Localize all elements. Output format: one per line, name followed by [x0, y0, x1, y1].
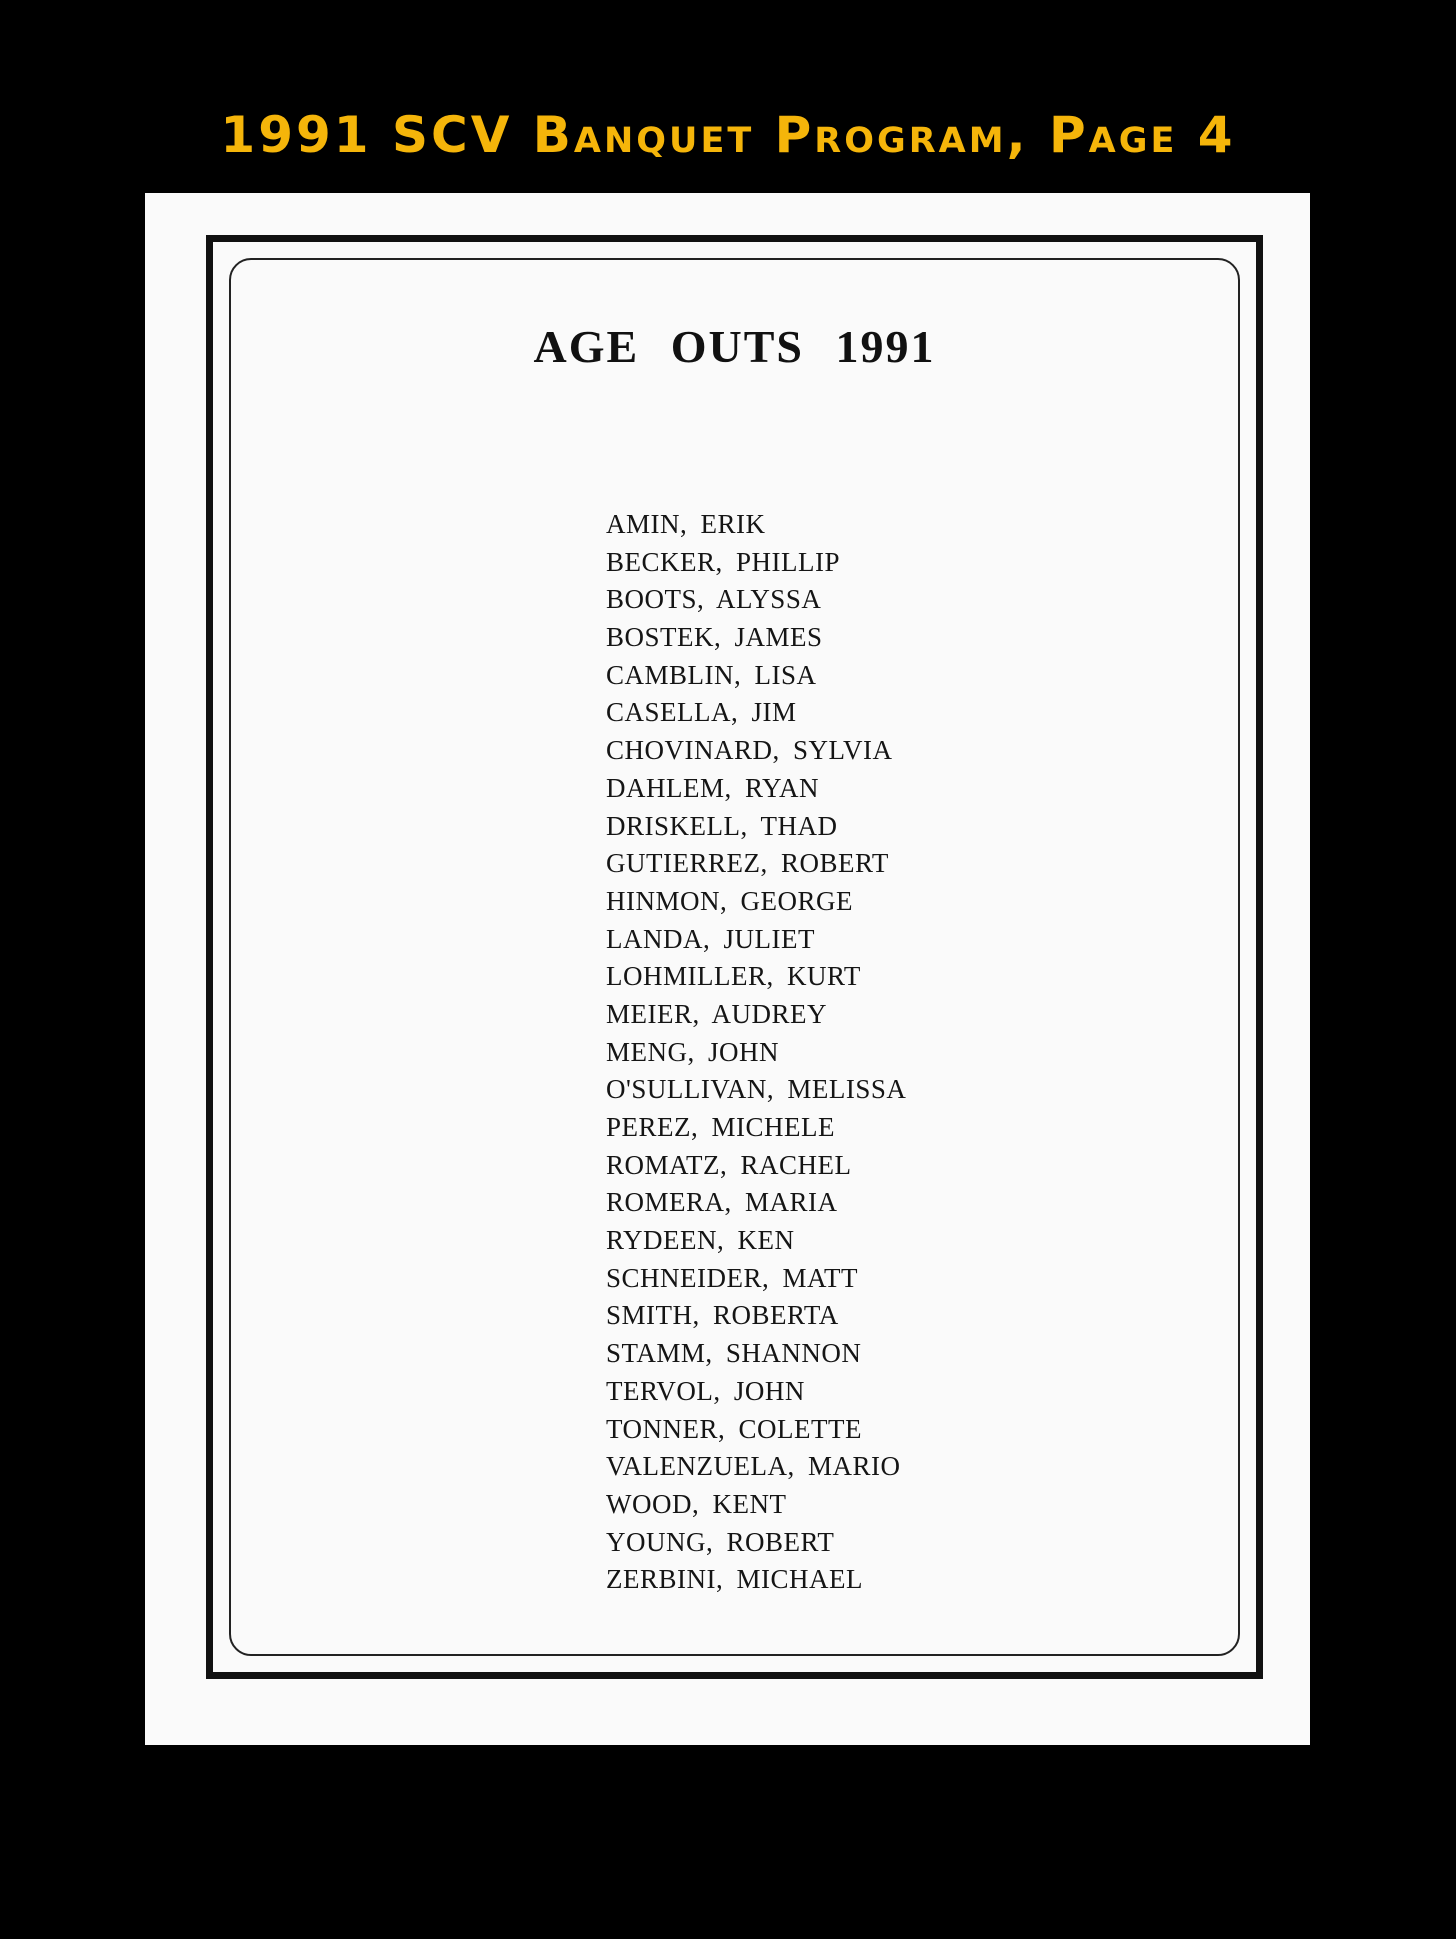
list-item: WOOD, KENT — [606, 1488, 787, 1519]
list-item: CAMBLIN, LISA — [606, 659, 817, 690]
list-item: LANDA, JULIET — [606, 923, 815, 954]
list-item: PEREZ, MICHELE — [606, 1112, 835, 1142]
list-item: BOOTS, ALYSSA — [606, 584, 822, 615]
list-item: AMIN, ERIK — [606, 509, 766, 539]
list-item: ROMATZ, RACHEL — [606, 1149, 852, 1180]
banner-title: 1991 SCV Banquet Program, Page 4 — [220, 106, 1236, 164]
list-item: O'SULLIVAN, MELISSA — [606, 1074, 907, 1105]
list-item: BECKER, PHILLIP — [606, 546, 841, 577]
list-item: YOUNG, ROBERT — [606, 1526, 835, 1557]
list-item: CHOVINARD, SYLVIA — [606, 735, 893, 766]
program-page — [145, 193, 1310, 1745]
names-list — [606, 506, 906, 1599]
list-item: ZERBINI, MICHAEL — [606, 1564, 863, 1595]
list-item: MENG, JOHN — [606, 1036, 779, 1067]
list-item: CASELLA, JIM — [606, 697, 797, 728]
list-item: DAHLEM, RYAN — [606, 772, 820, 803]
list-item: TERVOL, JOHN — [606, 1375, 805, 1406]
page-outer-border — [206, 235, 1263, 1679]
list-item: GUTIERREZ, ROBERT — [606, 848, 889, 879]
list-item: DRISKELL, THAD — [606, 810, 838, 841]
list-item: SCHNEIDER, MATT — [606, 1262, 859, 1293]
list-item: STAMM, SHANNON — [606, 1338, 862, 1369]
list-item: RYDEEN, KEN — [606, 1225, 795, 1256]
list-item: VALENZUELA, MARIO — [606, 1451, 901, 1482]
list-item: ROMERA, MARIA — [606, 1187, 838, 1218]
list-item: MEIER, AUDREY — [606, 998, 827, 1029]
page-title: AGE OUTS 1991 — [533, 321, 936, 372]
page-inner-border — [229, 258, 1240, 1656]
list-item: SMITH, ROBERTA — [606, 1300, 839, 1331]
list-item: LOHMILLER, KURT — [606, 961, 861, 992]
list-item: BOSTEK, JAMES — [606, 622, 823, 653]
list-item: HINMON, GEORGE — [606, 885, 853, 916]
list-item: TONNER, COLETTE — [606, 1413, 862, 1444]
